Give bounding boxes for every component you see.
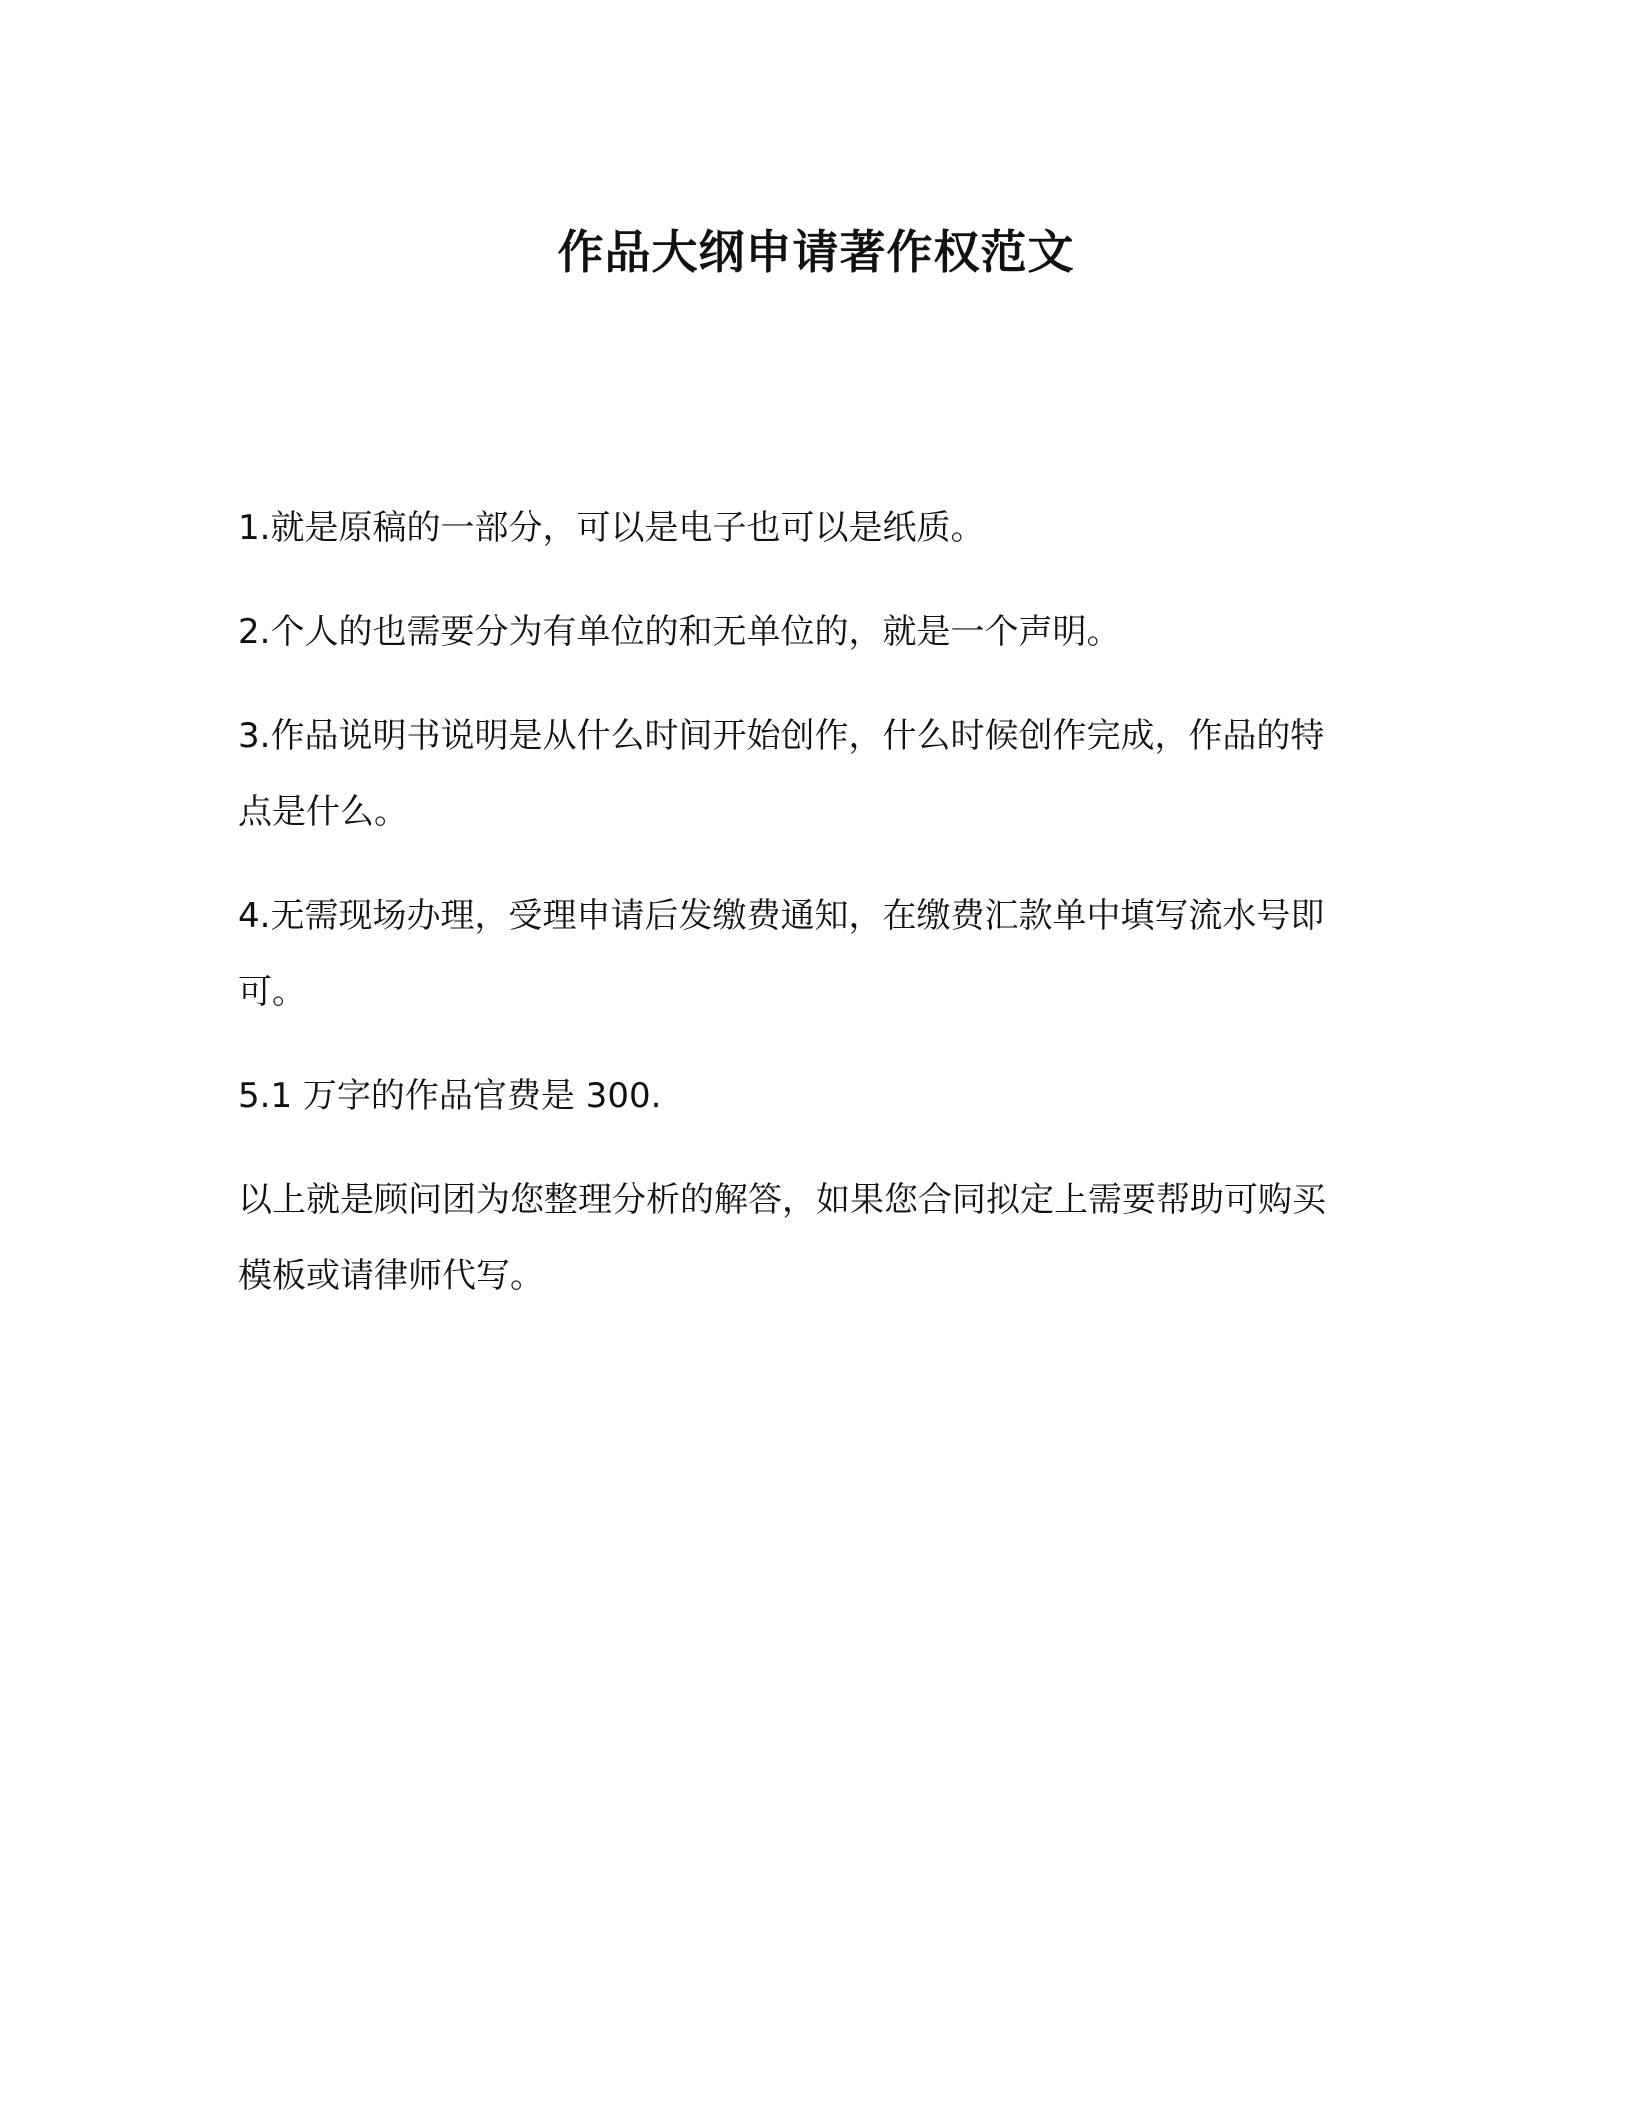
- paragraph-4: 4.无需现场办理，受理申请后发缴费通知，在缴费汇款单中填写流水号即可。: [238, 896, 1325, 1012]
- paragraph-1: 1.就是原稿的一部分，可以是电子也可以是纸质。: [238, 508, 985, 548]
- document-body: [238, 490, 1358, 1342]
- paragraph-5: 5.1 万字的作品官费是 300.: [238, 1076, 662, 1116]
- document-title: 作品大纲申请著作权范文: [557, 225, 1075, 279]
- paragraph-3: 3.作品说明书说明是从什么时间开始创作，什么时候创作完成，作品的特点是什么。: [238, 716, 1325, 832]
- paragraph-conclusion: 以上就是顾问团为您整理分析的解答，如果您合同拟定上需要帮助可购买模板或请律师代写。: [238, 1180, 1326, 1296]
- paragraph-2: 2.个人的也需要分为有单位的和无单位的，就是一个声明。: [238, 612, 1121, 652]
